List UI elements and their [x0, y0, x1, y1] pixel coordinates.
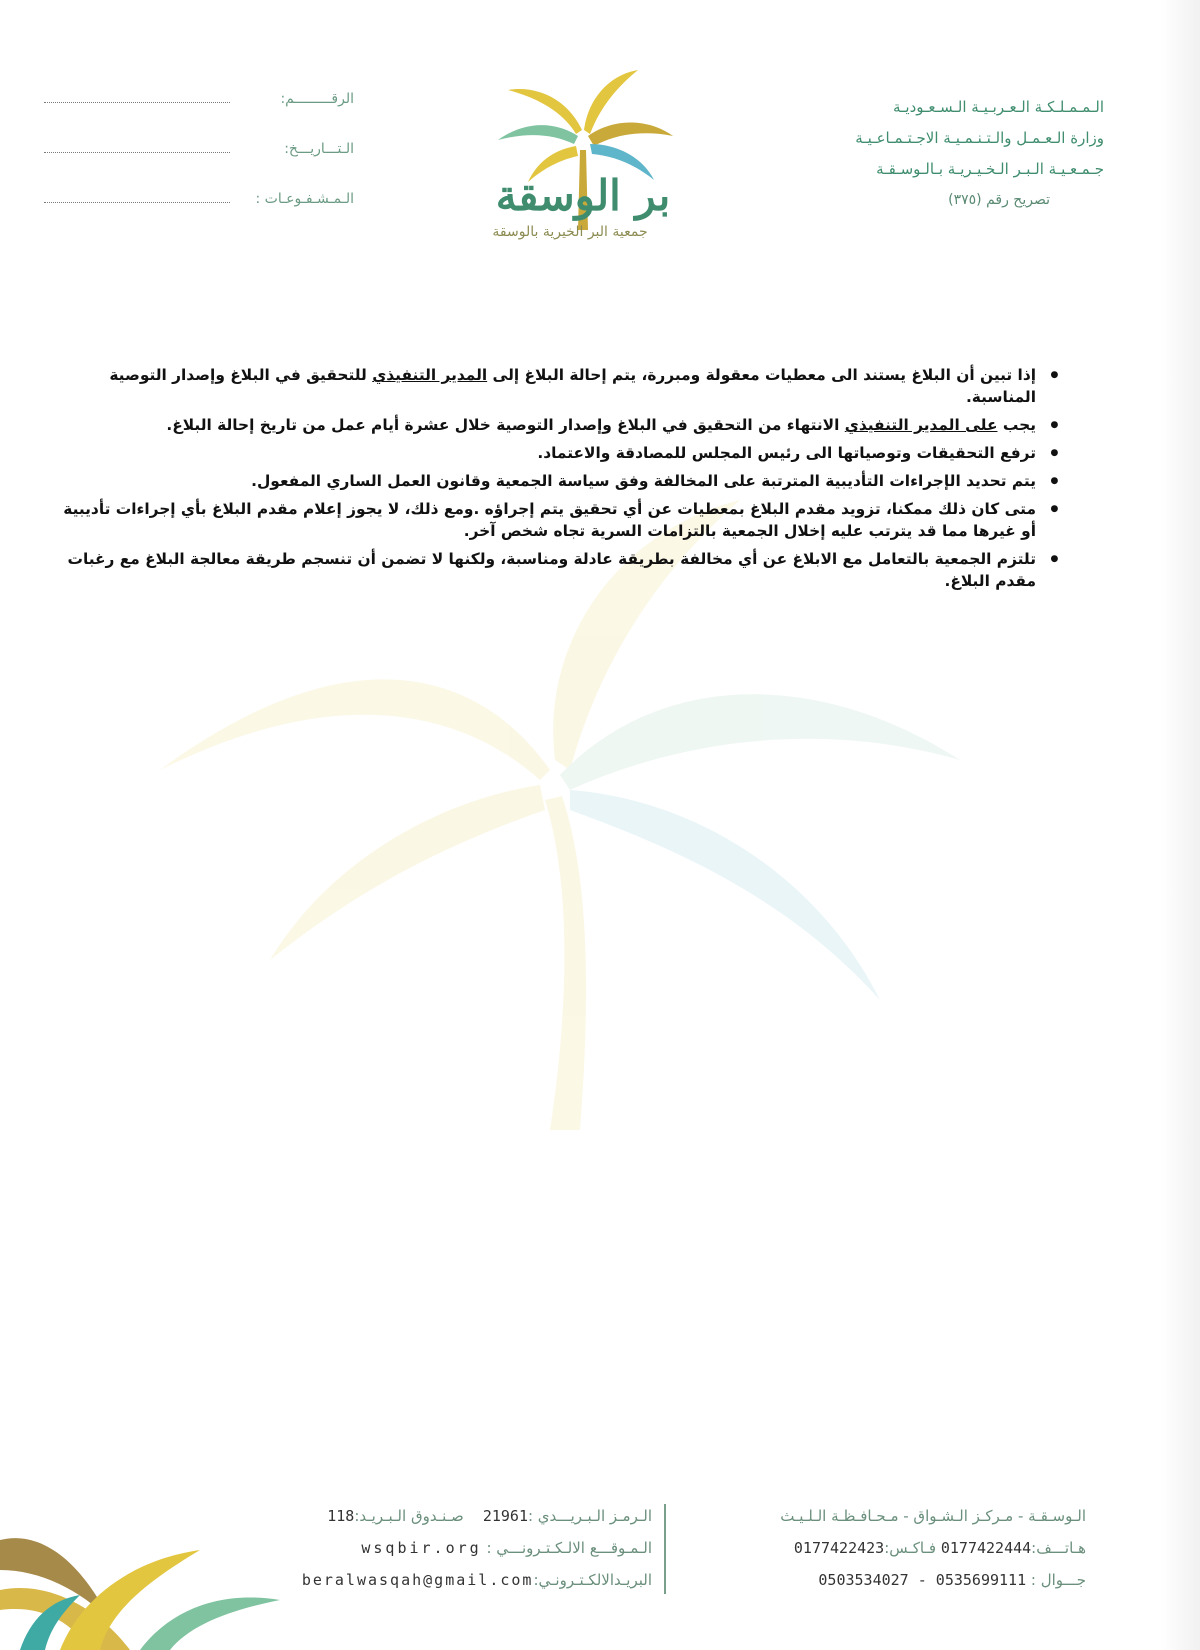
phone-number: 0177422444	[940, 1539, 1032, 1557]
ref-date-label: الـتـــاريـــخ:	[284, 141, 354, 157]
ministry-name: وزارة الـعـمـل والـتـنـمـيـة الاجـتـمـاعـيـة	[855, 129, 1104, 147]
procedure-item	[60, 442, 1036, 464]
footer-address: الـوسـقـة - مـركـز الـشـواق - مـحـافـظـة الـلـيـث	[780, 1507, 1086, 1525]
ref-attachments-label: الـمـشـفـوعـات :	[255, 191, 354, 207]
email-label: البريـدالالكـتـرونـي:	[533, 1571, 652, 1589]
underlined-text: على المدير التنفيذي	[844, 416, 998, 434]
letter-footer	[232, 1500, 1092, 1620]
logo-tagline: جمعية البر الخيرية بالوسقة	[492, 224, 648, 240]
footer-website-line	[232, 1532, 652, 1564]
email-link[interactable]: beralwasqah@gmail.com	[301, 1571, 534, 1589]
procedure-list	[60, 364, 1060, 592]
mobile-numbers: 0503534027 - 0535699111	[818, 1571, 1027, 1589]
procedure-item	[60, 470, 1036, 492]
footer-postal-column	[232, 1500, 652, 1596]
item-text: متى كان ذلك ممكنا، تزويد مقدم البلاغ بمعطيات عن أي تحقيق يتم إجراؤه .ومع ذلك، لا يجوز إعلام مقدم البلاغ بأي إجراءات تأديبية أو غيرها مما قد يترتب عليه إخلال الجمعية بالتزامات السرية تجاه شخص آخر.	[63, 500, 1036, 540]
procedure-item	[60, 498, 1036, 542]
pobox-label: صـنـدوق الـبـريـد:	[354, 1507, 464, 1525]
permit-number: تصريح رقم (٣٧٥)	[948, 192, 1050, 208]
association-logo-icon	[478, 60, 688, 250]
ref-attachments-row	[44, 190, 354, 240]
fax-number: 0177422423	[793, 1539, 885, 1557]
mobile-label: جـــوال :	[1030, 1571, 1086, 1589]
item-text: الانتهاء من التحقيق في البلاغ وإصدار التوصية خلال عشرة أيام عمل من تاريخ إحالة البلاغ.	[166, 416, 845, 434]
fax-label: فـاكـس:	[884, 1539, 937, 1557]
website-link[interactable]: wsqbir.org	[361, 1539, 482, 1557]
footer-email-line	[232, 1564, 652, 1596]
pobox-number: 118	[327, 1507, 355, 1525]
procedure-item	[60, 364, 1036, 408]
reference-fields	[44, 90, 354, 240]
country-name: الـمـمـلـكـة الـعـربـيـة الـسـعـوديـة	[892, 98, 1104, 116]
logo-text: بر الوسقة	[495, 171, 671, 220]
ref-date-row	[44, 140, 354, 190]
footer-divider	[664, 1504, 666, 1594]
organization-header	[784, 92, 1104, 216]
item-text: ترفع التحقيقات وتوصياتها الى رئيس المجلس للمصادقة والاعتماد.	[537, 444, 1036, 462]
ref-date-line	[44, 140, 230, 153]
ref-number-line	[44, 90, 230, 103]
item-text: تلتزم الجمعية بالتعامل مع الابلاغ عن أي مخالفة بطريقة عادلة ومناسبة، ولكنها لا تضمن أن تنسجم طريقة معالجة البلاغ مع رغبات مقدم البلاغ.	[67, 550, 1036, 590]
ref-attachments-line	[44, 190, 230, 203]
item-text: للتحقيق في البلاغ وإصدار التوصية المناسبة.	[109, 366, 1036, 406]
procedure-item	[60, 548, 1036, 592]
procedure-item	[60, 414, 1036, 436]
item-text: يتم تحديد الإجراءات التأديبية المترتبة على المخالفة وفق سياسة الجمعية وقانون العمل الساري المفعول.	[251, 472, 1036, 490]
ref-number-label: الرقـــــــــم:	[280, 91, 354, 107]
association-name: جـمـعـيـة الـبـر الـخـيـريـة بـالـوسـقـة	[876, 160, 1104, 178]
item-text: يجب	[997, 416, 1036, 434]
website-label: الـمـوقـــع الالـكـتـرونـــي :	[486, 1539, 652, 1557]
ref-number-row	[44, 90, 354, 140]
phone-label: هـاتـــف:	[1031, 1539, 1086, 1557]
postal-label: الـرمـز الـبـريـــدي :	[527, 1507, 652, 1525]
postal-code: 21961	[482, 1507, 528, 1525]
footer-contact-column	[780, 1500, 1086, 1596]
underlined-text: المدير التنفيذي	[372, 366, 488, 384]
footer-postal-line	[232, 1500, 652, 1532]
letter-body	[60, 364, 1060, 598]
footer-mobile-line	[780, 1564, 1086, 1596]
item-text: إذا تبين أن البلاغ يستند الى معطيات معقولة ومبررة، يتم إحالة البلاغ إلى	[487, 366, 1036, 384]
scan-edge-shade	[1160, 0, 1200, 1650]
footer-phone-line	[780, 1532, 1086, 1564]
